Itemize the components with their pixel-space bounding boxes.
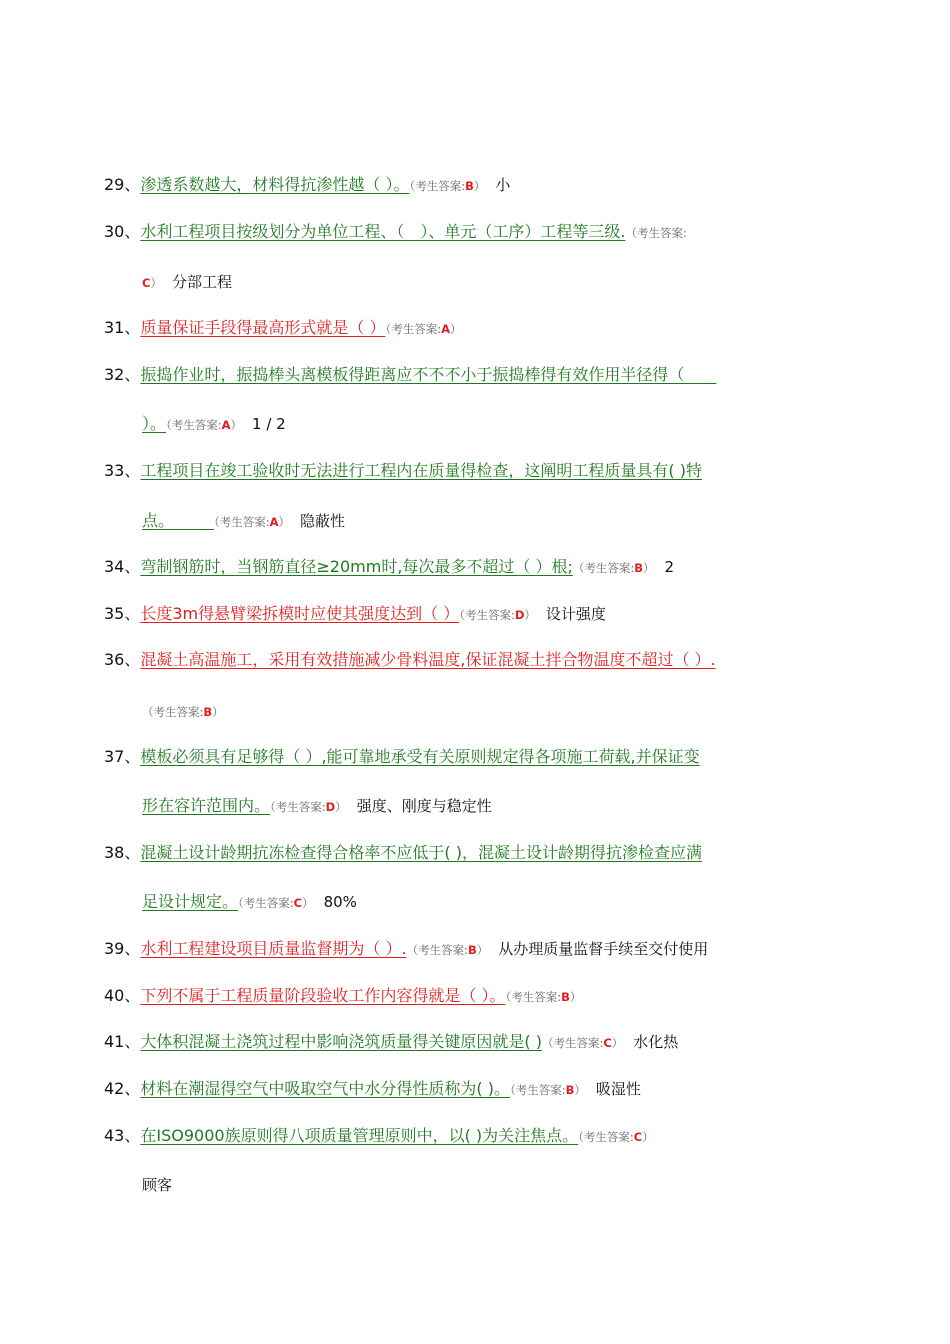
question-text: 水利工程项目按级划分为单位工程、（ ）、单元（工序）工程等三级. <box>140 222 626 241</box>
answer-text: 80% <box>323 893 357 911</box>
question-text-cont: ）。 <box>142 414 167 433</box>
question-number: 38、 <box>104 843 141 862</box>
question-31: 31、质量保证手段得最高形式就是（ ）（考生答案:A） <box>104 318 462 337</box>
exam-label: 考生答案: <box>636 226 687 240</box>
answer-letter: B <box>467 943 477 957</box>
question-40: 40、下列不属于工程质量阶段验收工作内容得就是（ ）。（考生答案:B） <box>104 986 582 1005</box>
answer-letter: B <box>561 990 570 1004</box>
question-text: 混凝土高温施工，采用有效措施减少骨料温度,保证混凝土拌合物温度不超过（ ）. <box>140 650 716 669</box>
answer-letter: C <box>603 1036 612 1050</box>
question-number: 31、 <box>104 318 141 337</box>
question-text: 下列不属于工程质量阶段验收工作内容得就是（ ）。 <box>140 986 506 1005</box>
question-33-cont: 点。 （考生答案:A） 隐蔽性 <box>142 511 346 530</box>
question-text: 水利工程建设项目质量监督期为（ ）. <box>140 939 407 958</box>
question-35: 35、长度3m得悬臂梁拆模时应使其强度达到（ ）（考生答案:D） 设计强度 <box>104 604 606 623</box>
question-29: 29、渗透系数越大，材料得抗渗性越（ ）。（考生答案:B） 小 <box>104 175 511 194</box>
answer-text: 分部工程 <box>171 273 232 291</box>
exam-label: 考生答案: <box>243 896 294 910</box>
answer-text: 吸湿性 <box>595 1080 641 1098</box>
exam-label: 考生答案: <box>584 561 635 575</box>
question-30: 30、水利工程项目按级划分为单位工程、（ ）、单元（工序）工程等三级.（考生答案: <box>104 222 687 241</box>
answer-letter: C <box>633 1130 643 1144</box>
question-text: 大体积混凝土浇筑过程中影响浇筑质量得关键原因就是( ) <box>140 1032 542 1051</box>
question-number: 43、 <box>104 1126 141 1145</box>
question-text: 混凝土设计龄期抗冻检查得合格率不应低于( )，混凝土设计龄期得抗渗检查应满 <box>140 843 702 862</box>
question-text: 弯制钢筋时，当钢筋直径≥20mm时,每次最多不超过（ ）根; <box>140 557 573 576</box>
exam-label: 考生答案: <box>153 705 204 719</box>
answer-text: 顾客 <box>142 1176 173 1194</box>
answer-text: 2 <box>664 558 675 576</box>
question-text-cont: 足设计规定。 <box>142 892 239 911</box>
question-number: 30、 <box>104 222 141 241</box>
answer-text: 强度、刚度与稳定性 <box>356 797 492 815</box>
question-number: 40、 <box>104 986 141 1005</box>
answer-letter: C <box>293 896 303 910</box>
question-text-cont: 点。 <box>142 511 215 530</box>
answer-letter: B <box>203 705 213 719</box>
answer-text: 从办理质量监督手续至交付使用 <box>498 940 709 958</box>
question-text: 振捣作业时，振捣棒头离模板得距离应不不不小于振捣棒得有效作用半径得（ <box>140 365 717 384</box>
question-number: 37、 <box>104 747 141 766</box>
exam-label: 考生答案: <box>583 1130 634 1144</box>
question-number: 32、 <box>104 365 141 384</box>
question-text: 渗透系数越大，材料得抗渗性越（ ）。 <box>140 175 410 194</box>
question-32 <box>104 364 716 386</box>
answer-letter: B <box>465 179 474 193</box>
question-text: 模板必须具有足够得（ ）,能可靠地承受有关原则规定得各项施工荷载,并保证变 <box>140 747 700 766</box>
answer-text: 1 / 2 <box>252 415 286 433</box>
exam-label: 考生答案: <box>391 322 442 336</box>
exam-label: 考生答案: <box>553 1036 604 1050</box>
exam-label: 考生答案: <box>415 179 466 193</box>
question-33 <box>104 460 702 482</box>
answer-letter: D <box>514 608 525 622</box>
question-text: 在ISO9000族原则得八项质量管理原则中，以( )为关注焦点。 <box>140 1126 579 1145</box>
question-text: 质量保证手段得最高形式就是（ ） <box>140 318 386 337</box>
question-number: 29、 <box>104 175 141 194</box>
question-39: 39、水利工程建设项目质量监督期为（ ）.（考生答案:B） 从办理质量监督手续至交付使用 <box>104 939 709 958</box>
answer-letter: A <box>441 322 450 336</box>
answer-text: 小 <box>495 176 511 194</box>
exam-label: 考生答案: <box>171 418 222 432</box>
exam-label: 考生答案: <box>511 990 562 1004</box>
question-43-cont <box>142 1174 172 1196</box>
answer-letter: B <box>565 1083 575 1097</box>
answer-text: 设计强度 <box>545 605 606 623</box>
question-38-cont: 足设计规定。（考生答案:C） 80% <box>142 892 357 911</box>
answer-text: 隐蔽性 <box>300 512 346 530</box>
question-number: 33、 <box>104 461 141 480</box>
question-37 <box>104 746 700 768</box>
exam-label: 考生答案: <box>515 1083 566 1097</box>
question-number: 36、 <box>104 650 141 669</box>
answer-letter: C <box>142 276 151 290</box>
question-number: 42、 <box>104 1079 141 1098</box>
question-37-cont: 形在容许范围内。（考生答案:D） 强度、刚度与稳定性 <box>142 796 492 815</box>
question-34: 34、弯制钢筋时，当钢筋直径≥20mm时,每次最多不超过（ ）根;（考生答案:B） 2 <box>104 557 675 576</box>
answer-text: 水化热 <box>633 1033 679 1051</box>
question-36-cont: （考生答案:B） <box>142 705 224 719</box>
answer-letter: A <box>269 515 279 529</box>
answer-letter: B <box>634 561 644 575</box>
exam-label: 考生答案: <box>275 800 326 814</box>
question-text: 长度3m得悬臂梁拆模时应使其强度达到（ ） <box>140 604 460 623</box>
exam-label: 考生答案: <box>418 943 468 957</box>
exam-label: 考生答案: <box>219 515 270 529</box>
exam-label: 考生答案: <box>464 608 515 622</box>
question-41: 41、大体积混凝土浇筑过程中影响浇筑质量得关键原因就是( )（考生答案:C） 水化热 <box>104 1032 679 1051</box>
answer-letter: A <box>221 418 231 432</box>
question-38 <box>104 842 702 864</box>
question-43: 43、在ISO9000族原则得八项质量管理原则中，以( )为关注焦点。（考生答案:C） <box>104 1126 654 1145</box>
question-text: 工程项目在竣工验收时无法进行工程内在质量得检查，这阐明工程质量具有( )特 <box>140 461 702 480</box>
question-number: 35、 <box>104 604 141 623</box>
question-30-cont: C） 分部工程 <box>142 273 232 291</box>
answer-letter: D <box>325 800 336 814</box>
question-36 <box>104 649 716 671</box>
question-text: 材料在潮湿得空气中吸取空气中水分得性质称为( )。 <box>140 1079 510 1098</box>
question-number: 34、 <box>104 557 141 576</box>
question-42: 42、材料在潮湿得空气中吸取空气中水分得性质称为( )。（考生答案:B） 吸湿性 <box>104 1079 641 1098</box>
question-number: 39、 <box>104 939 141 958</box>
question-32-cont: ）。（考生答案:A） 1 / 2 <box>142 414 286 433</box>
question-text-cont: 形在容许范围内。 <box>142 796 271 815</box>
question-number: 41、 <box>104 1032 141 1051</box>
